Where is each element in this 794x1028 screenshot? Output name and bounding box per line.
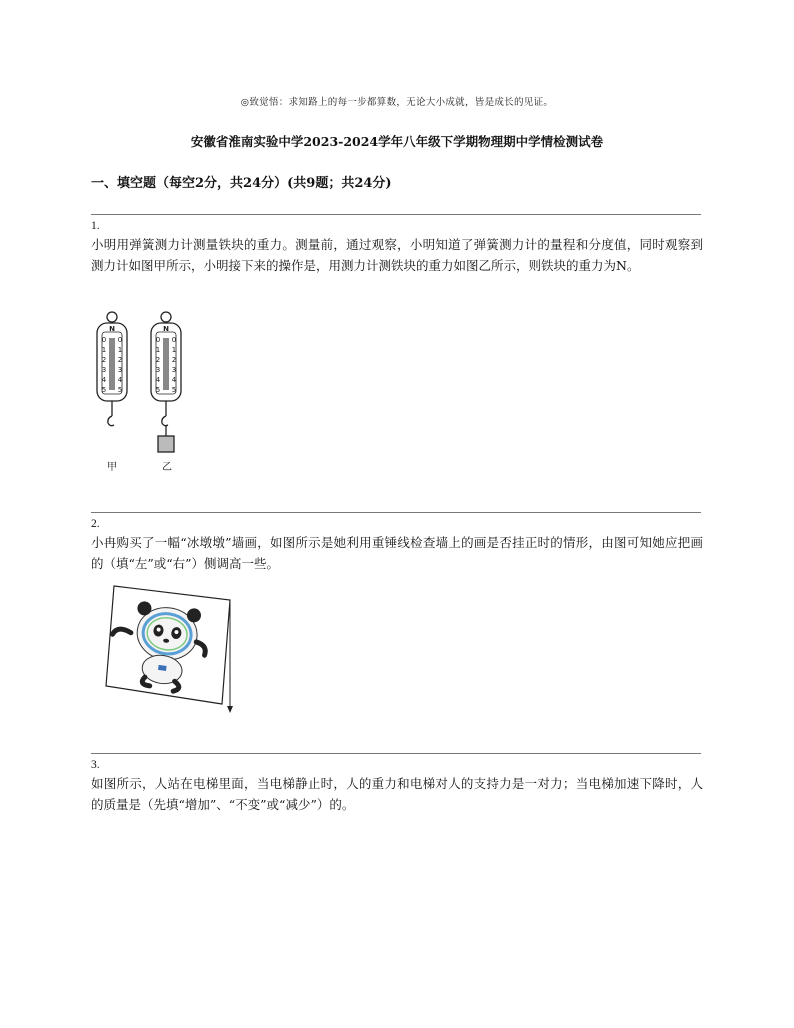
question-number: 3. bbox=[91, 759, 100, 771]
tick-label-jia-right-4: 4 bbox=[117, 376, 123, 384]
question-number: 1. bbox=[91, 220, 100, 232]
tick-label-jia-left-1: 1 bbox=[101, 346, 107, 354]
tick-label-jia-left-4: 4 bbox=[101, 376, 107, 384]
tick-label-yi-left-2: 2 bbox=[155, 356, 161, 364]
tick-label-yi-right-0: 0 bbox=[171, 336, 177, 344]
question-divider bbox=[91, 512, 701, 513]
question-text: 如图所示，人站在电梯里面，当电梯静止时，人的重力和电梯对人的支持力是一对力；当电梯加速下降时，人的质量是（先填“增加”、“不变”或“减少”）的。 bbox=[91, 776, 703, 812]
tick-label-jia-left-0: 0 bbox=[101, 336, 107, 344]
tick-label-yi-left-4: 4 bbox=[155, 376, 161, 384]
tick-label-yi-left-0: 0 bbox=[155, 336, 161, 344]
tick-label-jia-left-3: 3 bbox=[101, 366, 107, 374]
tick-label-yi-left-5: 5 bbox=[155, 386, 161, 394]
tick-label-jia-left-2: 2 bbox=[101, 356, 107, 364]
section-heading: 一、填空题（每空2分，共24分）(共9题；共24分) bbox=[91, 176, 392, 191]
tick-label-yi-right-1: 1 bbox=[171, 346, 177, 354]
tick-label-jia-right-3: 3 bbox=[117, 366, 123, 374]
tick-label-jia-right-5: 5 bbox=[117, 386, 123, 394]
tick-label-yi-right-2: 2 bbox=[171, 356, 177, 364]
question-text: 小冉购买了一幅“冰墩墩”墙画，如图所示是她利用重锤线检查墙上的画是否挂正时的情形，由图可知她应把画的（填“左”或“右”）侧调高一些。 bbox=[91, 535, 703, 571]
tick-label-jia-right-1: 1 bbox=[117, 346, 123, 354]
figure-caption-jia: 甲 bbox=[107, 462, 117, 473]
scale-letter-jia: N bbox=[109, 325, 115, 333]
question-number: 2. bbox=[91, 518, 100, 530]
question-text: 小明用弹簧测力计测量铁块的重力。测量前，通过观察，小明知道了弹簧测力计的量程和分度值，同时观察到测力计如图甲所示，小明接下来的操作是，用测力计测铁块的重力如图乙所示，则铁块的重力为N。 bbox=[91, 237, 703, 273]
exam-title: 安徽省淮南实验中学2023-2024学年八年级下学期物理期中学情检测试卷 bbox=[190, 134, 604, 149]
plumb-bob-icon bbox=[227, 706, 233, 713]
scale-letter-yi: N bbox=[163, 325, 169, 333]
tick-label-yi-left-3: 3 bbox=[155, 366, 161, 374]
tick-label-yi-right-4: 4 bbox=[171, 376, 177, 384]
question-divider bbox=[91, 753, 701, 754]
question-divider bbox=[91, 214, 701, 215]
figure-caption-yi: 乙 bbox=[162, 462, 172, 473]
bing-dwen-dwen-painting bbox=[100, 582, 240, 717]
tick-label-jia-right-2: 2 bbox=[117, 356, 123, 364]
tick-label-jia-left-5: 5 bbox=[101, 386, 107, 394]
tick-label-jia-right-0: 0 bbox=[117, 336, 123, 344]
tick-label-yi-right-3: 3 bbox=[171, 366, 177, 374]
spring-scale-figure bbox=[88, 308, 198, 473]
tick-label-yi-right-5: 5 bbox=[171, 386, 177, 394]
tick-label-yi-left-1: 1 bbox=[155, 346, 161, 354]
motto-line: ◎致觉悟：求知路上的每一步都算数，无论大小成就，皆是成长的见证。 bbox=[240, 97, 554, 108]
